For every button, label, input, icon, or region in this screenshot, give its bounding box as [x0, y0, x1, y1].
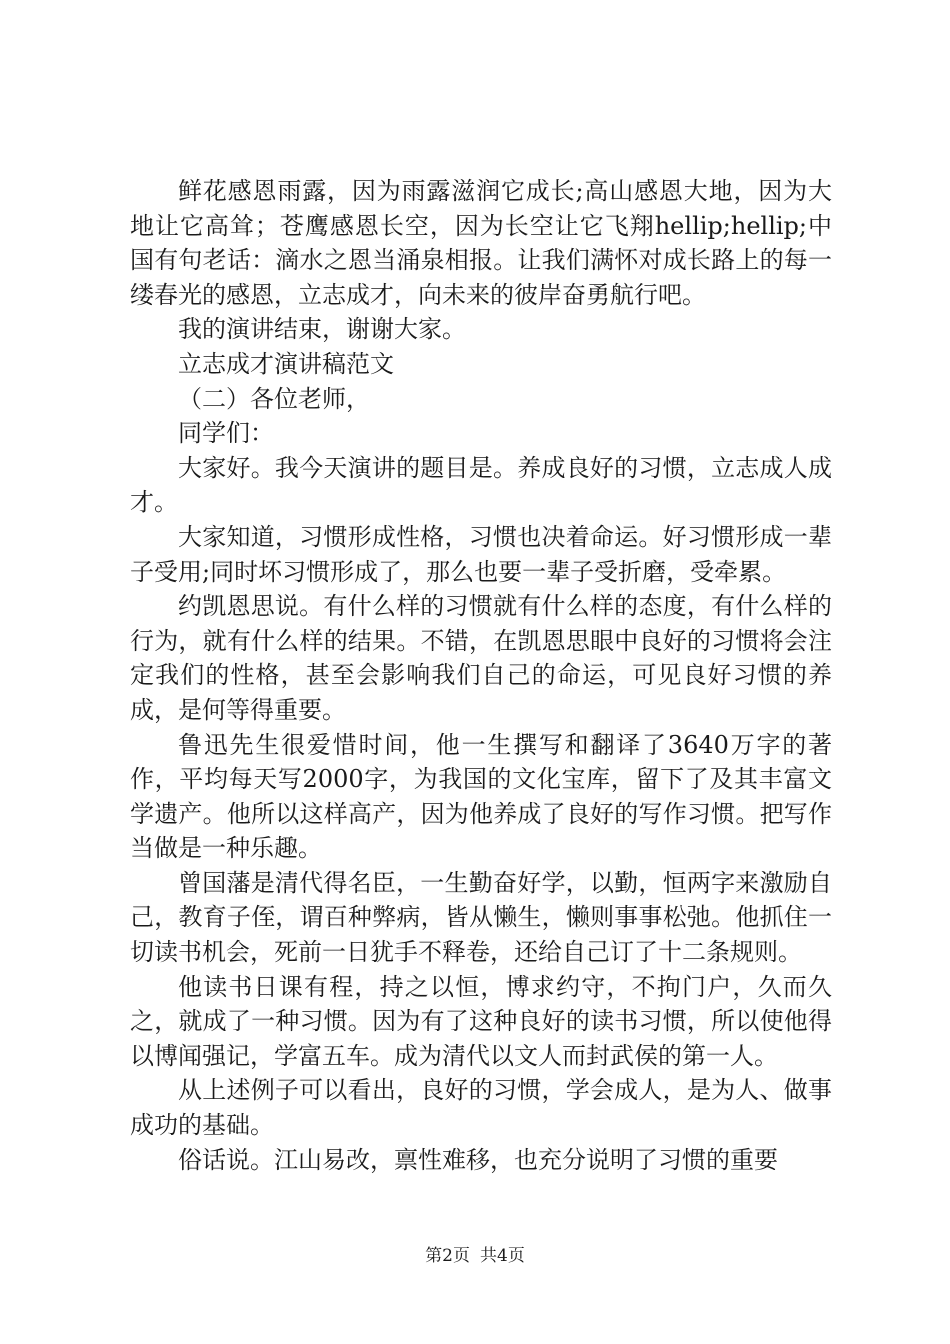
paragraph-2: 我的演讲结束，谢谢大家。	[178, 315, 466, 344]
paragraph-13: 俗话说。江山易改，禀性难移，也充分说明了习惯的重要	[178, 1145, 778, 1174]
paragraph-3: 立志成才演讲稿范文	[178, 349, 394, 378]
paragraph-11: 他读书日课有程，持之以恒，博求约守，不拘门户，久而久之，就成了一种习惯。因为有了这种良好的读书习惯，所以使他得以博闻强记，学富五车。成为清代以文人而封武侯的第一人。	[130, 972, 832, 1070]
paragraph-1: 鲜花感恩雨露，因为雨露滋润它成长;高山感恩大地，因为大地让它高耸；苍鹰感恩长空，因为长空让它飞翔hellip;hellip;中国有句老话：滴水之恩当涌泉相报。让我们满怀对成长路上的每一缕春光的感恩，立志成才，向未来的彼岸奋勇航行吧。	[130, 177, 832, 309]
paragraph-8: 约凯恩思说。有什么样的习惯就有什么样的态度，有什么样的行为，就有什么样的结果。不错，在凯恩思眼中良好的习惯将会注定我们的性格，甚至会影响我们自己的命运，可见良好习惯的养成，是何等得重要。	[130, 592, 832, 724]
page-total: 共4页	[480, 1246, 525, 1266]
paragraph-10: 曾国藩是清代得名臣，一生勤奋好学，以勤，恒两字来激励自己，教育子侄，谓百种弊病，皆从懒生，懒则事事松弛。他抓住一切读书机会，死前一日犹手不释卷，还给自己订了十二条规则。	[130, 868, 832, 967]
paragraph-5: 同学们：	[178, 419, 274, 448]
paragraph-12: 从上述例子可以看出，良好的习惯，学会成人，是为人、做事成功的基础。	[130, 1076, 832, 1140]
paragraph-7: 大家知道，习惯形成性格，习惯也决着命运。好习惯形成一辈子受用;同时坏习惯形成了，那么也要一辈子受折磨，受牵累。	[130, 522, 832, 586]
paragraph-6: 大家好。我今天演讲的题目是。养成良好的习惯，立志成人成才。	[130, 453, 832, 517]
document-body	[130, 174, 832, 1177]
paragraph-9: 鲁迅先生很爱惜时间，他一生撰写和翻译了3640万字的著作，平均每天写2000字，为我国的文化宝库，留下了及其丰富文学遗产。他所以这样高产，因为他养成了良好的写作习惯。把写作当做是一种乐趣。	[130, 730, 832, 863]
page-number: 第2页	[425, 1246, 470, 1266]
paragraph-4: （二）各位老师，	[178, 384, 370, 413]
page-footer	[0, 1244, 950, 1268]
